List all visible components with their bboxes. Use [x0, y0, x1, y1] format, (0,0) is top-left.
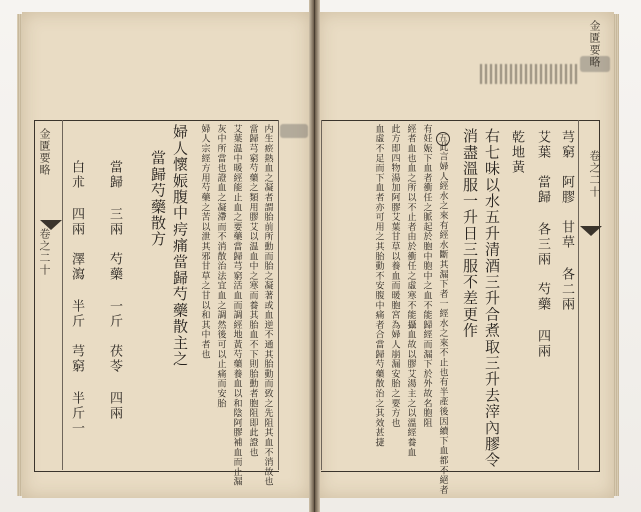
- right-col-7: 有妊娠下血者衝任之脈起於胞中胞中之血不能歸經而漏下於外故名胞阻: [421, 124, 432, 428]
- rule-r-start: [321, 120, 322, 470]
- left-page-stamp-top: [280, 124, 308, 138]
- rule-l1: [62, 120, 63, 470]
- right-col-10: 血虛不足而下血者亦可用之其胎動不安腹中痛者合當歸芍藥散治之其效甚捷: [373, 124, 384, 448]
- left-col-1: 内生瘀熱血之凝者謂胎前所動而胎之凝著或血逆不通其胎動而致之先阻其血不消故也: [262, 124, 273, 487]
- circled-number: 五: [436, 132, 450, 146]
- left-banxin-volume: 卷之二十: [38, 228, 51, 276]
- rule-r-end: [578, 120, 579, 470]
- left-col-6: 婦人懷娠腹中疞痛當歸芍藥散主之: [171, 124, 189, 367]
- right-col-4: 右七味以水五升清酒三升合煮取三升去滓內膠令: [483, 128, 501, 469]
- left-col-8: 當歸 三兩 芍藥 一斤 茯苓 四兩: [107, 160, 122, 421]
- left-col-5: 婦人宗經方用芍藥之苦以泄其邪甘草之甘以和其中者也: [199, 124, 210, 360]
- rule-l-end: [278, 120, 279, 470]
- left-col-2: 當歸芎窮芍藥之類用膠艾以温血中之寒而養其胎血不下則胎動者胞阻即此證也: [247, 124, 258, 458]
- right-col-5: 消盡溫服一升日三服不差更作: [461, 128, 479, 339]
- right-col-2: 艾葉 當歸 各三兩 芍藥 四兩: [535, 130, 550, 359]
- right-banxin-volume: 卷之二十: [588, 150, 601, 198]
- book-spine: [309, 0, 320, 512]
- right-col-3: 乾地黃: [509, 130, 524, 175]
- left-col-3: 艾葉温中暖經能止血之要藥當歸芎窮活血而調經地黃芍藥養血以和陰阿膠補血而止漏: [231, 124, 242, 487]
- right-col-8: 經者血也血之所以不止者由於衝任之虛寒不能攝血故以膠艾湯主之以溫經養血: [405, 124, 416, 458]
- left-col-9: 白朮 四兩 澤瀉 半斤 芎窮 半斤一: [69, 160, 84, 436]
- right-col-6: 此言婦人經水之來有經水斷其漏下者一經水之來不止也有半產後因續下血都不絕者: [437, 142, 448, 495]
- left-col-7: 當歸芍藥散方: [149, 150, 167, 248]
- top-margin-marks: [480, 64, 580, 84]
- left-col-4: 灰中所當也證血之凝滯而不消散治法宜血之調然後可以止痛而安胎: [215, 124, 226, 409]
- right-col-9: 此方即四物湯加阿膠艾葉甘草以養血而暖胞宮為婦人崩漏安胎之要方也: [389, 124, 400, 428]
- right-col-1: 芎窮 阿膠 甘草 各二兩: [559, 130, 574, 312]
- right-banxin-title: 金匱要略: [588, 20, 601, 68]
- left-banxin-title: 金匱要略: [38, 128, 51, 176]
